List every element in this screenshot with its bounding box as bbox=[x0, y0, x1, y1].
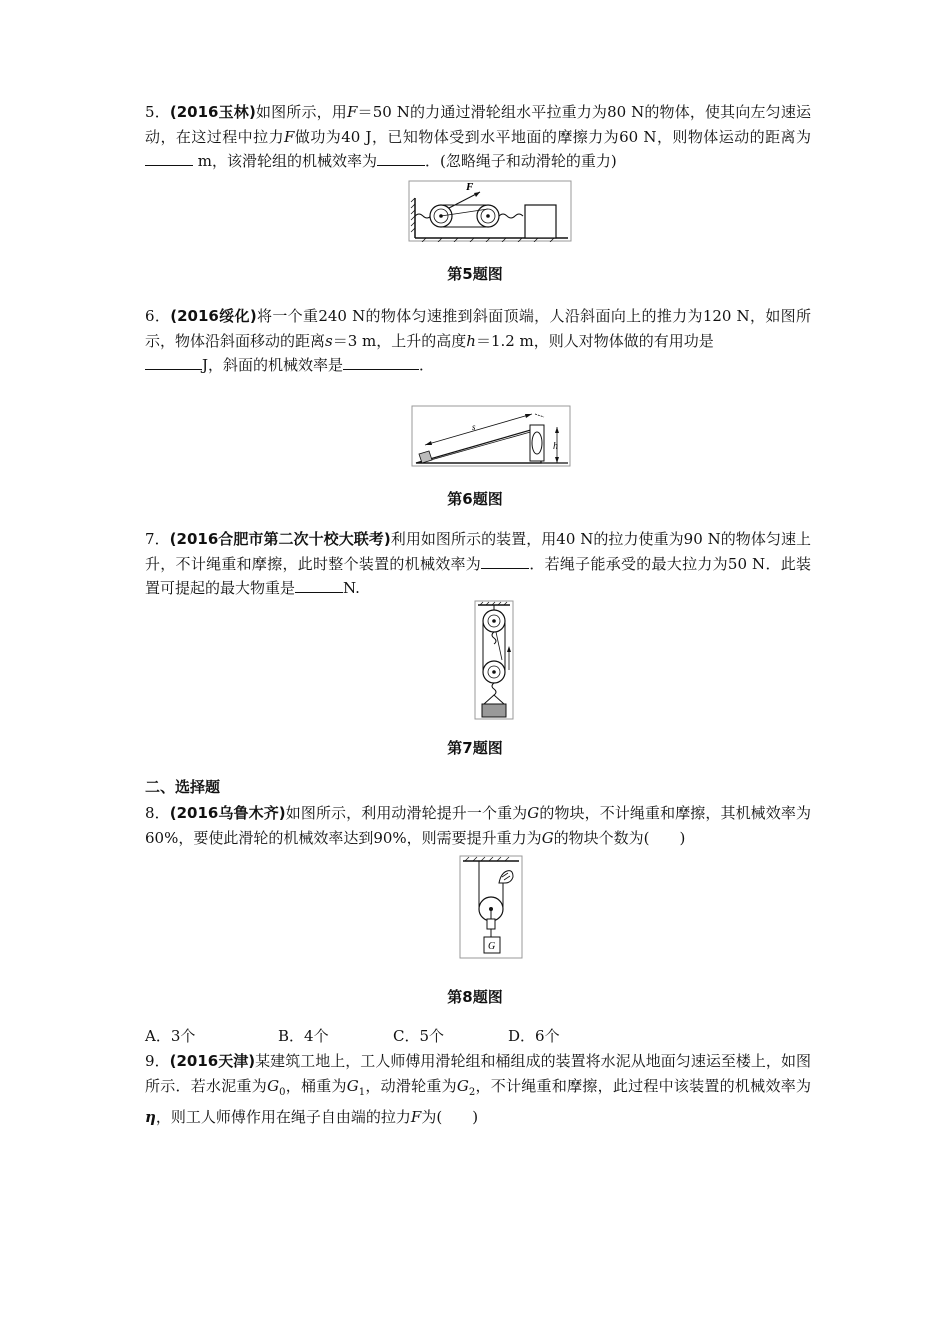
question-text: ，则工人师傅作用在绳子自由端的拉力 bbox=[155, 1108, 411, 1126]
figure-8-movable-pulley bbox=[459, 855, 523, 959]
variable: η bbox=[145, 1108, 156, 1126]
question-number: 6． bbox=[145, 307, 171, 325]
option-c[interactable]: C．5个 bbox=[393, 1027, 445, 1045]
question-text: ＝3 m，上升的高度 bbox=[332, 331, 467, 350]
question-text: 的物块，不计绳重和摩擦，其机械效率为60%，要使此滑轮的机械效率达到90%，则需要提升重力为 bbox=[145, 804, 811, 847]
variable: G bbox=[346, 1076, 359, 1095]
variable: F bbox=[346, 103, 358, 121]
question-text: 利用如图所示的装置，用40 N的拉力使重为90 N的物体匀速上升，不计绳重和摩擦，此时整个装置的机械效率为 bbox=[145, 530, 812, 573]
figure-6-caption: 第6题图 bbox=[447, 490, 503, 508]
subscript: 1 bbox=[358, 1086, 366, 1098]
variable: s bbox=[325, 331, 333, 350]
question-text: 如图所示，利用动滑轮提升一个重为 bbox=[285, 804, 528, 822]
question-source: (2016合肥市第二次十校大联考) bbox=[169, 530, 391, 548]
question-text: ，不计绳重和摩擦，此过程中该装置的机械效率为 bbox=[475, 1076, 811, 1095]
question-text: ． bbox=[419, 356, 435, 374]
variable: G bbox=[267, 1076, 280, 1095]
height-label: h bbox=[553, 441, 558, 452]
figure-7-pulley-block bbox=[474, 600, 514, 720]
subscript: 2 bbox=[468, 1086, 476, 1098]
question-text: ，动滑轮重为 bbox=[365, 1076, 457, 1095]
question-text: ＝50 N的力通过滑轮组水平拉重力为80 N的物体，使其向左匀速运动，在这过程中拉力 bbox=[145, 103, 811, 146]
question-text: 做功为40 J，已知物体受到水平地面的摩擦力为60 N，则物体运动的距离为 bbox=[294, 127, 811, 146]
answer-blank[interactable] bbox=[145, 355, 202, 370]
question-text: m，该滑轮组的机械效率为 bbox=[193, 152, 377, 170]
section-heading: 二、选择题 bbox=[145, 778, 221, 796]
question-text: ＝1.2 m，则人对物体做的有用功是 bbox=[475, 331, 714, 350]
question-text: ，桶重为 bbox=[285, 1076, 347, 1095]
force-label: F bbox=[466, 181, 474, 193]
question-9 bbox=[145, 1049, 811, 1130]
question-text: 为( ) bbox=[421, 1108, 479, 1126]
question-text: ．若绳子能承受的最大拉力为50 N．此装置可提起的最大物重是 bbox=[145, 554, 811, 597]
question-number: 8． bbox=[145, 804, 170, 822]
question-8 bbox=[145, 801, 811, 850]
figure-5-caption: 第5题图 bbox=[447, 265, 503, 283]
distance-label: s bbox=[472, 422, 476, 432]
question-number: 5． bbox=[145, 103, 170, 121]
answer-blank[interactable] bbox=[343, 355, 419, 370]
question-text: ．(忽略绳子和动滑轮的重力) bbox=[425, 152, 617, 170]
variable: h bbox=[466, 331, 476, 350]
variable: G bbox=[456, 1076, 469, 1095]
answer-blank[interactable] bbox=[481, 554, 529, 569]
question-source: (2016玉林) bbox=[169, 103, 256, 121]
question-number: 7． bbox=[145, 530, 170, 548]
question-number: 9． bbox=[145, 1052, 170, 1070]
question-7 bbox=[145, 527, 811, 601]
answer-blank[interactable] bbox=[377, 151, 425, 166]
variable: F bbox=[284, 127, 295, 146]
question-text: 某建筑工地上，工人师傅用滑轮组和桶组成的装置将水泥从地面匀速运至楼上，如图所示．若水泥重为 bbox=[145, 1052, 811, 1095]
figure-5-pulley-system bbox=[408, 180, 572, 242]
question-source: (2016天津) bbox=[169, 1052, 256, 1070]
variable: F bbox=[410, 1108, 422, 1126]
answer-blank[interactable] bbox=[145, 151, 193, 166]
question-source: (2016乌鲁木齐) bbox=[169, 804, 286, 822]
question-text: 将一个重240 N的物体匀速推到斜面顶端，人沿斜面向上的推力为120 N，如图所示，物体沿斜面移动的距离 bbox=[145, 307, 812, 350]
option-a[interactable]: A．3个 bbox=[145, 1027, 196, 1045]
variable: G bbox=[527, 804, 540, 822]
option-b[interactable]: B．4个 bbox=[278, 1027, 329, 1045]
subscript: 0 bbox=[279, 1086, 286, 1098]
variable: G bbox=[541, 828, 554, 847]
question-text: J，斜面的机械效率是 bbox=[202, 356, 344, 374]
question-text: N. bbox=[343, 579, 360, 597]
figure-6-incline bbox=[411, 405, 571, 467]
figure-8-caption: 第8题图 bbox=[447, 988, 503, 1006]
question-text: 的物块个数为( ) bbox=[553, 828, 686, 847]
question-5 bbox=[145, 100, 811, 174]
weight-label: G bbox=[488, 941, 496, 952]
question-source: (2016绥化) bbox=[170, 307, 257, 325]
question-6 bbox=[145, 304, 811, 378]
answer-blank[interactable] bbox=[295, 578, 343, 593]
figure-7-caption: 第7题图 bbox=[447, 739, 503, 757]
question-text: 如图所示，用 bbox=[255, 103, 347, 121]
option-d[interactable]: D．6个 bbox=[508, 1027, 560, 1045]
